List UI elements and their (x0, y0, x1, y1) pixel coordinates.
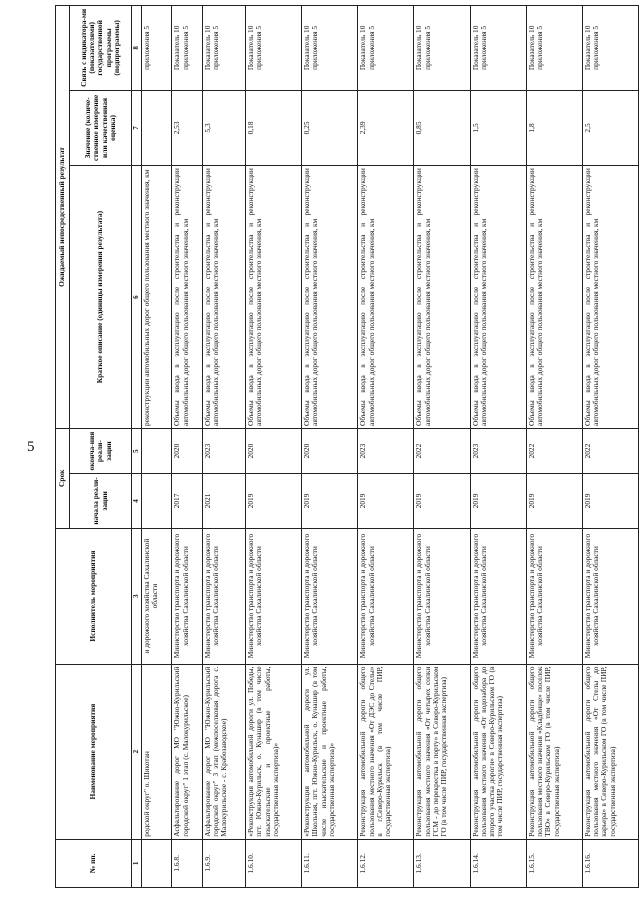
cell-end-year: 2022 (414, 428, 470, 473)
table-header (56, 6, 142, 888)
cell-num: 1.6.12. (358, 839, 414, 887)
cell-executor: Министерство транспорта и дорожного хозяйства Сахалинской области (246, 528, 302, 664)
cell-num: 1.6.8. (172, 839, 202, 887)
column-numbers-row (132, 6, 142, 888)
cell-executor: и дорожного хозяйства Сахалинской области (142, 528, 172, 664)
column-number: 3 (132, 528, 142, 664)
cell-description: Объемы ввода в эксплуатацию после строительства и реконструкции автомобильных дорог общего пользования местного значения, км (246, 166, 302, 429)
cell-end-year: 2022 (582, 428, 638, 473)
cell-start-year: 2021 (202, 474, 245, 528)
table-row (414, 6, 470, 888)
cell-value: 5,3 (202, 90, 245, 166)
cell-num: 1.6.9. (202, 839, 245, 887)
table-row (172, 6, 202, 888)
cell-end-year: 2022 (526, 428, 582, 473)
cell-value: 2,39 (358, 90, 414, 166)
cell-num: 1.6.10. (246, 839, 302, 887)
cell-description: Объемы ввода в эксплуатацию после строительства и реконструкции автомобильных дорог общего пользования местного значения, км (302, 166, 358, 429)
header-short-description: Краткое описание (единицы измерения результата) (70, 166, 132, 429)
cell-end-year: 2023 (202, 428, 245, 473)
cell-end-year (142, 428, 172, 473)
cell-indicator-link: Показатель 10 приложения 5 (358, 6, 414, 91)
cell-executor: Министерство транспорта и дорожного хозяйства Сахалинской области (202, 528, 245, 664)
header-name: Наименование мероприятия (56, 664, 132, 839)
cell-name: Реконструкция автомобильной дороги общего пользования местного значения «От четырех сопки ГСМ - до перекрестка в порту» в Северо-Курильском ГО (в том числе ПИР, государственная экспертиза) (414, 664, 470, 839)
measures-table (55, 5, 639, 888)
cell-start-year (142, 474, 172, 528)
header-executor: Исполнитель мероприятия (56, 528, 132, 664)
cell-indicator-link: приложения 5 (142, 6, 172, 91)
cell-num: 1.6.16. (582, 839, 638, 887)
cell-executor: Министерство транспорта и дорожного хозяйства Сахалинской области (358, 528, 414, 664)
cell-name: Реконструкция автомобильной дороги общего пользования местного значения «От ДЭС до Стелы» в г.Северо-Курильск (в том числе ПИР, государственная экспертиза) (358, 664, 414, 839)
cell-executor: Министерство транспорта и дорожного хозяйства Сахалинской области (470, 528, 526, 664)
header-num: № пп. (56, 839, 132, 887)
cell-value: 2,53 (172, 90, 202, 166)
cell-value: 1,8 (526, 90, 582, 166)
cell-name: Асфальтирование дорог МО "Южно-Курильский городской округ" 1 этап (с. Малокурильское) (172, 664, 202, 839)
column-number: 7 (132, 90, 142, 166)
cell-description: Объемы ввода в эксплуатацию после строительства и реконструкции автомобильных дорог общего пользования местного значения, км (526, 166, 582, 429)
cell-end-year: 2020 (172, 428, 202, 473)
cell-value (142, 90, 172, 166)
table-container (55, 5, 639, 888)
column-number: 2 (132, 664, 142, 839)
cell-end-year: 2023 (358, 428, 414, 473)
cell-executor: Министерство транспорта и дорожного хозяйства Сахалинской области (172, 528, 202, 664)
cell-num: 1.6.13. (414, 839, 470, 887)
cell-value: 0,85 (414, 90, 470, 166)
cell-start-year: 2019 (470, 474, 526, 528)
cell-start-year: 2019 (526, 474, 582, 528)
cell-indicator-link: Показатель 10 приложения 5 (302, 6, 358, 91)
column-number: 5 (132, 428, 142, 473)
table-row (582, 6, 638, 888)
column-number: 1 (132, 839, 142, 887)
header-expected-result: Ожидаемый непосредственный результат (56, 6, 70, 429)
header-term: Срок (56, 428, 70, 528)
cell-start-year: 2017 (172, 474, 202, 528)
column-number: 8 (132, 6, 142, 91)
header-term-end: оконча-ния реали-зации (70, 428, 132, 473)
cell-indicator-link: Показатель 10 приложения 5 (202, 6, 245, 91)
cell-indicator-link: Показатель 10 приложения 5 (582, 6, 638, 91)
cell-description: Объемы ввода в эксплуатацию после строительства и реконструкции автомобильных дорог общего пользования местного значения, км (470, 166, 526, 429)
header-value: Значение (количе-ственное измерение или качественная оценка) (70, 90, 132, 166)
cell-name: Реконструкция автомобильной дороги общего пользования местного значения «От Стелы до карьера» в Северо-Курильском ГО (в том числе ПИР, государственная экспертиза) (582, 664, 638, 839)
cell-num: 1.6.14. (470, 839, 526, 887)
cell-value: 2,5 (582, 90, 638, 166)
table-row (246, 6, 302, 888)
header-term-start: начала реали-зации (70, 474, 132, 528)
cell-indicator-link: Показатель 10 приложения 5 (246, 6, 302, 91)
cell-start-year: 2019 (246, 474, 302, 528)
cell-executor: Министерство транспорта и дорожного хозяйства Сахалинской области (414, 528, 470, 664)
cell-value: 0,25 (302, 90, 358, 166)
cell-value: 0,18 (246, 90, 302, 166)
cell-end-year: 2023 (470, 428, 526, 473)
cell-start-year: 2019 (414, 474, 470, 528)
cell-start-year: 2019 (358, 474, 414, 528)
cell-description: Объемы ввода в эксплуатацию после строительства и реконструкции автомобильных дорог общего пользования местного значения, км (202, 166, 245, 429)
cell-num: 1.6.11. (302, 839, 358, 887)
cell-num: 1.6.15. (526, 839, 582, 887)
column-number: 4 (132, 474, 142, 528)
cell-name: «Реконструкция автомобильной дороги ул. Школьная, пгт. Южно-Курильск, о. Кунашир (в том числе изыскательские и проектные работы, государственная экспертиза)» (302, 664, 358, 839)
table-row (470, 6, 526, 888)
cell-end-year: 2020 (246, 428, 302, 473)
table-row (358, 6, 414, 888)
cell-executor: Министерство транспорта и дорожного хозяйства Сахалинской области (302, 528, 358, 664)
cell-num (142, 839, 172, 887)
table-row (202, 6, 245, 888)
cell-description: Объемы ввода в эксплуатацию после строительства и реконструкции автомобильных дорог общего пользования местного значения, км (358, 166, 414, 429)
column-number: 6 (132, 166, 142, 429)
cell-executor: Министерство транспорта и дорожного хозяйства Сахалинской области (582, 528, 638, 664)
cell-indicator-link: Показатель 10 приложения 5 (414, 6, 470, 91)
table-body (142, 6, 639, 888)
cell-name: Реконструкция автомобильной дороги общего пользования местного значения «От водозабора до второго участка дороги» в Северо-Курильском ГО (в том числе ПИР, государственная экспертиза) (470, 664, 526, 839)
cell-name: Асфальтирование дорог МО "Южно-Курильский городской округ" 3 этап (межпоселковая дорога с. Малокурильское - с. Крабозаводское) (202, 664, 245, 839)
page-number: 5 (27, 439, 35, 455)
cell-indicator-link: Показатель 10 приложения 5 (470, 6, 526, 91)
cell-indicator-link: Показатель 10 приложения 5 (526, 6, 582, 91)
cell-name: родской округ" о. Шикотан (142, 664, 172, 839)
cell-description: Объемы ввода в эксплуатацию после строительства и реконструкции автомобильных дорог общего пользования местного значения, км (414, 166, 470, 429)
cell-start-year: 2019 (302, 474, 358, 528)
table-row (142, 6, 172, 888)
cell-name: Реконструкция автомобильной дороги общего пользования местного значения «Кладбище» поселок ТВО» в Северо-Курильском ГО (в том числе ПИР, государственная экспертиза) (526, 664, 582, 839)
table-row (302, 6, 358, 888)
cell-indicator-link: Показатель 10 приложения 5 (172, 6, 202, 91)
cell-executor: Министерство транспорта и дорожного хозяйства Сахалинской области (526, 528, 582, 664)
table-row (526, 6, 582, 888)
cell-start-year: 2019 (582, 474, 638, 528)
cell-name: «Реконструкция автомобильной дороги ул. Победы, пгт. Южно-Курильск, о. Кунашир (в том числе изыскательские и проектные работы, государственная экспертиза)» (246, 664, 302, 839)
cell-description: Объемы ввода в эксплуатацию после строительства и реконструкции автомобильных дорог общего пользования местного значения, км (172, 166, 202, 429)
cell-description: Объемы ввода в эксплуатацию после строительства и реконструкции автомобильных дорог общего пользования местного значения, км (582, 166, 638, 429)
cell-end-year: 2020 (302, 428, 358, 473)
cell-value: 1,5 (470, 90, 526, 166)
header-indicator-link: Связь с индикатора-ми (показателями) государственной программы (подпрограммы) (70, 6, 132, 91)
cell-description: реконструкции автомобильных дорог общего пользования местного значения, км (142, 166, 172, 429)
